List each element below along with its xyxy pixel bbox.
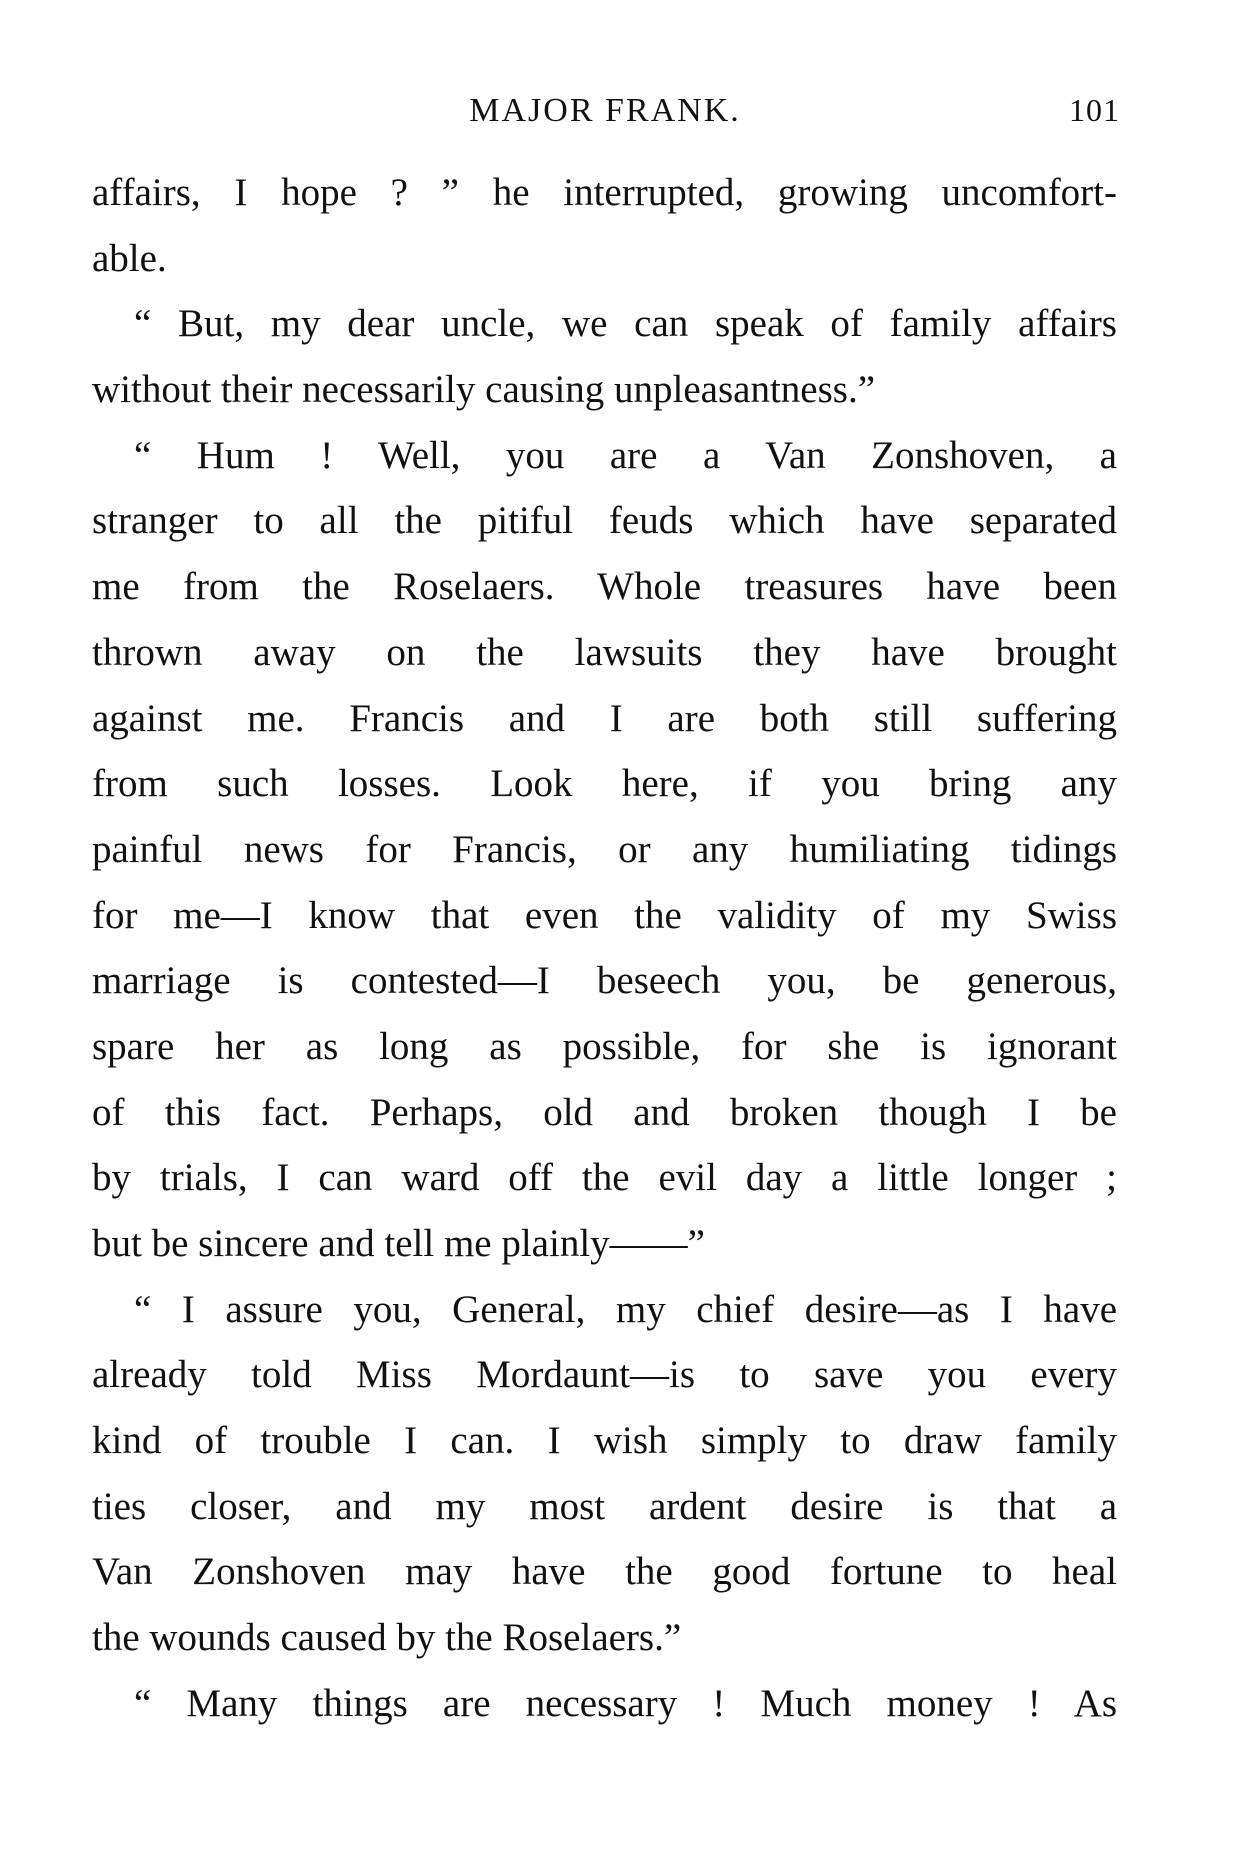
text-line: kind of trouble I can. I wish simply to draw family: [92, 1419, 1117, 1463]
text-line: thrown away on the lawsuits they have brought: [92, 630, 1117, 674]
text-line: stranger to all the pitiful feuds which have separated: [92, 499, 1117, 543]
text-line: “ Hum ! Well, you are a Van Zonshoven, a: [134, 433, 1117, 477]
text-line: me from the Roselaers. Whole treasures have been: [92, 565, 1117, 609]
text-line: “ I assure you, General, my chief desire—as I have: [134, 1287, 1117, 1331]
text-line: the wounds caused by the Roselaers.”: [92, 1616, 682, 1660]
text-line: “ Many things are necessary ! Much money ! As: [134, 1681, 1117, 1725]
text-line: Van Zonshoven may have the good fortune to heal: [92, 1550, 1117, 1594]
text-line: “ But, my dear uncle, we can speak of family affairs: [134, 302, 1117, 346]
text-line: by trials, I can ward off the evil day a little longer ;: [92, 1156, 1117, 1200]
text-line: ties closer, and my most ardent desire is that a: [92, 1484, 1117, 1528]
text-line: painful news for Francis, or any humiliating tidings: [92, 827, 1117, 871]
text-line: from such losses. Look here, if you bring any: [92, 762, 1117, 806]
body-text: [92, 160, 1117, 1737]
text-line: of this fact. Perhaps, old and broken though I be: [92, 1090, 1117, 1134]
text-line: but be sincere and tell me plainly——”: [92, 1222, 705, 1265]
text-line: already told Miss Mordaunt—is to save you every: [92, 1353, 1117, 1397]
text-line: for me—I know that even the validity of my Swiss: [92, 893, 1117, 937]
text-line: affairs, I hope ? ” he interrupted, growing uncomfort-: [92, 171, 1117, 214]
page-header: [90, 92, 1120, 136]
running-title: MAJOR FRANK.: [469, 92, 741, 129]
text-line: without their necessarily causing unpleasantness.”: [92, 368, 876, 412]
page-number: 101: [1069, 92, 1120, 128]
text-line: against me. Francis and I are both still suffering: [92, 696, 1117, 740]
text-line: marriage is contested—I beseech you, be generous,: [92, 959, 1117, 1003]
text-line: able.: [92, 236, 167, 280]
text-line: spare her as long as possible, for she is ignorant: [92, 1024, 1117, 1068]
